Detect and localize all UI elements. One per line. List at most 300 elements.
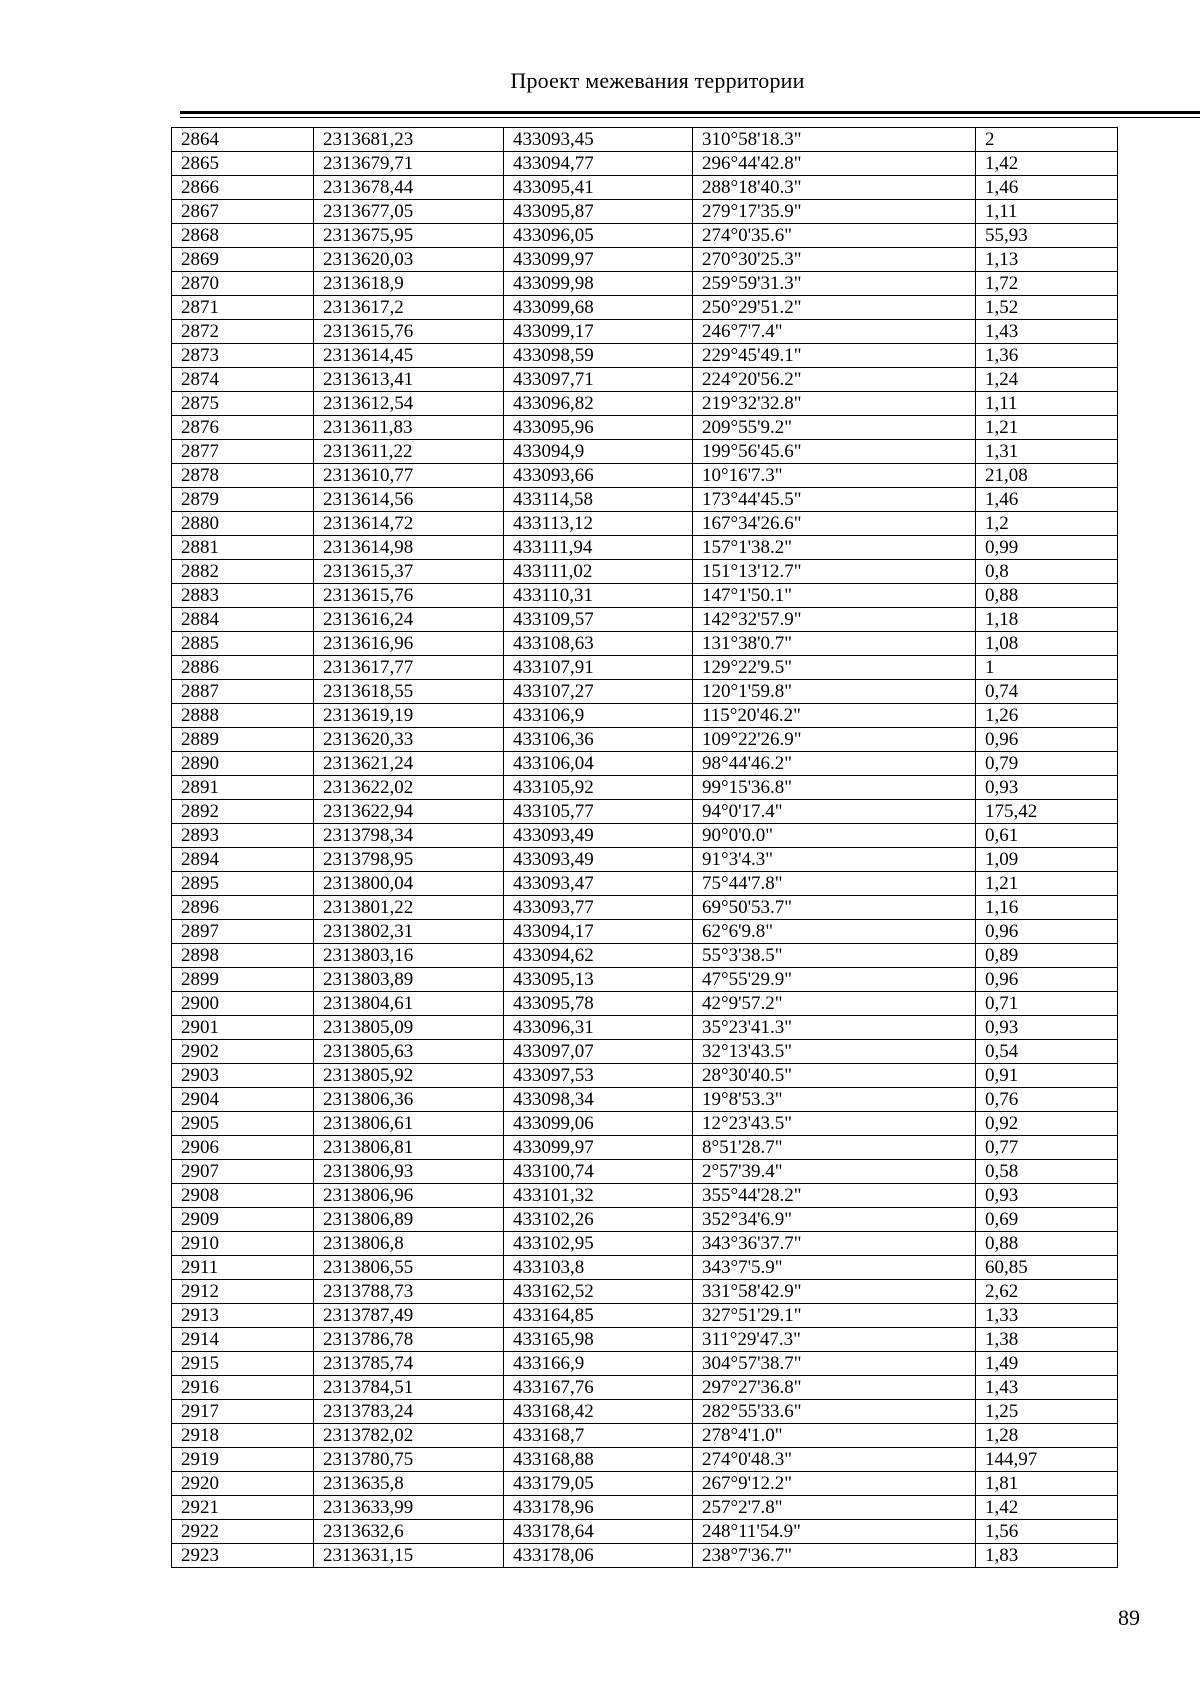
point-number-cell: 2921 (172, 1496, 314, 1520)
point-number-cell: 2917 (172, 1400, 314, 1424)
direction-angle-cell: 142°32'57.9" (693, 608, 976, 632)
point-number-cell: 2892 (172, 800, 314, 824)
distance-cell: 0,91 (976, 1064, 1118, 1088)
table-row (172, 920, 1118, 944)
point-number-cell: 2908 (172, 1184, 314, 1208)
point-number-cell: 2900 (172, 992, 314, 1016)
distance-cell: 1,31 (976, 440, 1118, 464)
point-number-cell: 2902 (172, 1040, 314, 1064)
x-coordinate-cell: 2313806,36 (314, 1088, 504, 1112)
y-coordinate-cell: 433178,64 (504, 1520, 693, 1544)
x-coordinate-cell: 2313614,56 (314, 488, 504, 512)
direction-angle-cell: 229°45'49.1" (693, 344, 976, 368)
y-coordinate-cell: 433097,53 (504, 1064, 693, 1088)
distance-cell: 0,96 (976, 728, 1118, 752)
x-coordinate-cell: 2313800,04 (314, 872, 504, 896)
y-coordinate-cell: 433102,26 (504, 1208, 693, 1232)
direction-angle-cell: 19°8'53.3" (693, 1088, 976, 1112)
x-coordinate-cell: 2313617,2 (314, 296, 504, 320)
direction-angle-cell: 274°0'35.6" (693, 224, 976, 248)
x-coordinate-cell: 2313615,37 (314, 560, 504, 584)
y-coordinate-cell: 433096,31 (504, 1016, 693, 1040)
direction-angle-cell: 199°56'45.6" (693, 440, 976, 464)
y-coordinate-cell: 433109,57 (504, 608, 693, 632)
x-coordinate-cell: 2313801,22 (314, 896, 504, 920)
distance-cell: 1,42 (976, 1496, 1118, 1520)
distance-cell: 0,69 (976, 1208, 1118, 1232)
point-number-cell: 2916 (172, 1376, 314, 1400)
y-coordinate-cell: 433093,47 (504, 872, 693, 896)
table-row (172, 368, 1118, 392)
point-number-cell: 2871 (172, 296, 314, 320)
y-coordinate-cell: 433102,95 (504, 1232, 693, 1256)
y-coordinate-cell: 433094,17 (504, 920, 693, 944)
coordinates-table (171, 127, 1118, 1568)
direction-angle-cell: 270°30'25.3" (693, 248, 976, 272)
distance-cell: 0,8 (976, 560, 1118, 584)
direction-angle-cell: 310°58'18.3" (693, 128, 976, 152)
y-coordinate-cell: 433099,97 (504, 1136, 693, 1160)
point-number-cell: 2905 (172, 1112, 314, 1136)
distance-cell: 1,11 (976, 200, 1118, 224)
x-coordinate-cell: 2313616,24 (314, 608, 504, 632)
table-row (172, 320, 1118, 344)
point-number-cell: 2867 (172, 200, 314, 224)
distance-cell: 1,18 (976, 608, 1118, 632)
distance-cell: 1,09 (976, 848, 1118, 872)
y-coordinate-cell: 433099,17 (504, 320, 693, 344)
point-number-cell: 2909 (172, 1208, 314, 1232)
y-coordinate-cell: 433097,07 (504, 1040, 693, 1064)
table-row (172, 296, 1118, 320)
x-coordinate-cell: 2313620,33 (314, 728, 504, 752)
direction-angle-cell: 279°17'35.9" (693, 200, 976, 224)
y-coordinate-cell: 433094,77 (504, 152, 693, 176)
x-coordinate-cell: 2313633,99 (314, 1496, 504, 1520)
x-coordinate-cell: 2313620,03 (314, 248, 504, 272)
point-number-cell: 2923 (172, 1544, 314, 1568)
distance-cell: 1,16 (976, 896, 1118, 920)
x-coordinate-cell: 2313805,63 (314, 1040, 504, 1064)
direction-angle-cell: 10°16'7.3" (693, 464, 976, 488)
point-number-cell: 2894 (172, 848, 314, 872)
y-coordinate-cell: 433093,77 (504, 896, 693, 920)
point-number-cell: 2920 (172, 1472, 314, 1496)
y-coordinate-cell: 433093,66 (504, 464, 693, 488)
x-coordinate-cell: 2313622,94 (314, 800, 504, 824)
table-row (172, 872, 1118, 896)
direction-angle-cell: 91°3'4.3" (693, 848, 976, 872)
x-coordinate-cell: 2313635,8 (314, 1472, 504, 1496)
distance-cell: 1,24 (976, 368, 1118, 392)
x-coordinate-cell: 2313679,71 (314, 152, 504, 176)
distance-cell: 0,71 (976, 992, 1118, 1016)
table-row (172, 176, 1118, 200)
table-row (172, 488, 1118, 512)
x-coordinate-cell: 2313621,24 (314, 752, 504, 776)
y-coordinate-cell: 433110,31 (504, 584, 693, 608)
distance-cell: 1,42 (976, 152, 1118, 176)
point-number-cell: 2874 (172, 368, 314, 392)
y-coordinate-cell: 433095,41 (504, 176, 693, 200)
table-row (172, 728, 1118, 752)
table-row (172, 1496, 1118, 1520)
x-coordinate-cell: 2313622,02 (314, 776, 504, 800)
y-coordinate-cell: 433096,82 (504, 392, 693, 416)
distance-cell: 1,21 (976, 416, 1118, 440)
distance-cell: 1,2 (976, 512, 1118, 536)
x-coordinate-cell: 2313787,49 (314, 1304, 504, 1328)
y-coordinate-cell: 433103,8 (504, 1256, 693, 1280)
table-row (172, 1352, 1118, 1376)
table-row (172, 272, 1118, 296)
point-number-cell: 2918 (172, 1424, 314, 1448)
point-number-cell: 2898 (172, 944, 314, 968)
table-row (172, 1400, 1118, 1424)
x-coordinate-cell: 2313786,78 (314, 1328, 504, 1352)
table-row (172, 896, 1118, 920)
distance-cell: 0,88 (976, 584, 1118, 608)
table-row (172, 512, 1118, 536)
distance-cell: 1,43 (976, 1376, 1118, 1400)
direction-angle-cell: 99°15'36.8" (693, 776, 976, 800)
y-coordinate-cell: 433099,97 (504, 248, 693, 272)
distance-cell: 1,28 (976, 1424, 1118, 1448)
direction-angle-cell: 151°13'12.7" (693, 560, 976, 584)
direction-angle-cell: 355°44'28.2" (693, 1184, 976, 1208)
direction-angle-cell: 35°23'41.3" (693, 1016, 976, 1040)
direction-angle-cell: 173°44'45.5" (693, 488, 976, 512)
direction-angle-cell: 8°51'28.7" (693, 1136, 976, 1160)
direction-angle-cell: 343°7'5.9" (693, 1256, 976, 1280)
x-coordinate-cell: 2313804,61 (314, 992, 504, 1016)
distance-cell: 0,54 (976, 1040, 1118, 1064)
point-number-cell: 2888 (172, 704, 314, 728)
table-row (172, 1016, 1118, 1040)
x-coordinate-cell: 2313806,8 (314, 1232, 504, 1256)
direction-angle-cell: 219°32'32.8" (693, 392, 976, 416)
table-row (172, 1280, 1118, 1304)
point-number-cell: 2865 (172, 152, 314, 176)
point-number-cell: 2912 (172, 1280, 314, 1304)
table-row (172, 1040, 1118, 1064)
y-coordinate-cell: 433111,94 (504, 536, 693, 560)
point-number-cell: 2890 (172, 752, 314, 776)
table-row (172, 536, 1118, 560)
table-row (172, 992, 1118, 1016)
point-number-cell: 2899 (172, 968, 314, 992)
distance-cell: 1,46 (976, 488, 1118, 512)
direction-angle-cell: 47°55'29.9" (693, 968, 976, 992)
direction-angle-cell: 167°34'26.6" (693, 512, 976, 536)
y-coordinate-cell: 433095,78 (504, 992, 693, 1016)
x-coordinate-cell: 2313631,15 (314, 1544, 504, 1568)
table-row (172, 248, 1118, 272)
y-coordinate-cell: 433113,12 (504, 512, 693, 536)
x-coordinate-cell: 2313780,75 (314, 1448, 504, 1472)
direction-angle-cell: 62°6'9.8" (693, 920, 976, 944)
table-row (172, 584, 1118, 608)
direction-angle-cell: 147°1'50.1" (693, 584, 976, 608)
y-coordinate-cell: 433095,96 (504, 416, 693, 440)
direction-angle-cell: 297°27'36.8" (693, 1376, 976, 1400)
y-coordinate-cell: 433114,58 (504, 488, 693, 512)
table-row (172, 440, 1118, 464)
x-coordinate-cell: 2313632,6 (314, 1520, 504, 1544)
table-row (172, 1376, 1118, 1400)
distance-cell: 55,93 (976, 224, 1118, 248)
table-row (172, 704, 1118, 728)
direction-angle-cell: 90°0'0.0" (693, 824, 976, 848)
distance-cell: 0,93 (976, 1016, 1118, 1040)
x-coordinate-cell: 2313618,55 (314, 680, 504, 704)
distance-cell: 0,96 (976, 920, 1118, 944)
y-coordinate-cell: 433165,98 (504, 1328, 693, 1352)
distance-cell: 1,49 (976, 1352, 1118, 1376)
table-row (172, 416, 1118, 440)
distance-cell: 1,83 (976, 1544, 1118, 1568)
distance-cell: 1,25 (976, 1400, 1118, 1424)
table-row (172, 1184, 1118, 1208)
point-number-cell: 2896 (172, 896, 314, 920)
point-number-cell: 2877 (172, 440, 314, 464)
x-coordinate-cell: 2313798,95 (314, 848, 504, 872)
x-coordinate-cell: 2313681,23 (314, 128, 504, 152)
x-coordinate-cell: 2313619,19 (314, 704, 504, 728)
x-coordinate-cell: 2313612,54 (314, 392, 504, 416)
table-row (172, 1112, 1118, 1136)
page-number: 89 (1118, 1605, 1140, 1630)
direction-angle-cell: 343°36'37.7" (693, 1232, 976, 1256)
x-coordinate-cell: 2313677,05 (314, 200, 504, 224)
table-row (172, 1328, 1118, 1352)
distance-cell: 60,85 (976, 1256, 1118, 1280)
direction-angle-cell: 282°55'33.6" (693, 1400, 976, 1424)
point-number-cell: 2880 (172, 512, 314, 536)
distance-cell: 1,33 (976, 1304, 1118, 1328)
x-coordinate-cell: 2313805,92 (314, 1064, 504, 1088)
y-coordinate-cell: 433107,91 (504, 656, 693, 680)
y-coordinate-cell: 433179,05 (504, 1472, 693, 1496)
x-coordinate-cell: 2313806,55 (314, 1256, 504, 1280)
direction-angle-cell: 115°20'46.2" (693, 704, 976, 728)
table-row (172, 752, 1118, 776)
point-number-cell: 2911 (172, 1256, 314, 1280)
point-number-cell: 2875 (172, 392, 314, 416)
table-row (172, 152, 1118, 176)
distance-cell: 1,26 (976, 704, 1118, 728)
y-coordinate-cell: 433106,9 (504, 704, 693, 728)
point-number-cell: 2919 (172, 1448, 314, 1472)
point-number-cell: 2882 (172, 560, 314, 584)
distance-cell: 0,99 (976, 536, 1118, 560)
distance-cell: 1,72 (976, 272, 1118, 296)
y-coordinate-cell: 433095,13 (504, 968, 693, 992)
point-number-cell: 2872 (172, 320, 314, 344)
point-number-cell: 2879 (172, 488, 314, 512)
y-coordinate-cell: 433106,36 (504, 728, 693, 752)
y-coordinate-cell: 433098,59 (504, 344, 693, 368)
x-coordinate-cell: 2313611,83 (314, 416, 504, 440)
y-coordinate-cell: 433093,49 (504, 824, 693, 848)
x-coordinate-cell: 2313798,34 (314, 824, 504, 848)
distance-cell: 1,21 (976, 872, 1118, 896)
distance-cell: 1,38 (976, 1328, 1118, 1352)
distance-cell: 0,92 (976, 1112, 1118, 1136)
x-coordinate-cell: 2313614,98 (314, 536, 504, 560)
y-coordinate-cell: 433166,9 (504, 1352, 693, 1376)
x-coordinate-cell: 2313618,9 (314, 272, 504, 296)
table-row (172, 1424, 1118, 1448)
direction-angle-cell: 257°2'7.8" (693, 1496, 976, 1520)
header-rule-thin (180, 117, 1200, 118)
x-coordinate-cell: 2313788,73 (314, 1280, 504, 1304)
x-coordinate-cell: 2313806,89 (314, 1208, 504, 1232)
table-row (172, 656, 1118, 680)
distance-cell: 21,08 (976, 464, 1118, 488)
point-number-cell: 2910 (172, 1232, 314, 1256)
point-number-cell: 2893 (172, 824, 314, 848)
direction-angle-cell: 327°51'29.1" (693, 1304, 976, 1328)
point-number-cell: 2886 (172, 656, 314, 680)
distance-cell: 1,36 (976, 344, 1118, 368)
point-number-cell: 2864 (172, 128, 314, 152)
table-row (172, 1088, 1118, 1112)
x-coordinate-cell: 2313803,16 (314, 944, 504, 968)
coordinates-table-body (172, 128, 1118, 1568)
direction-angle-cell: 352°34'6.9" (693, 1208, 976, 1232)
distance-cell: 0,76 (976, 1088, 1118, 1112)
x-coordinate-cell: 2313615,76 (314, 584, 504, 608)
point-number-cell: 2897 (172, 920, 314, 944)
direction-angle-cell: 32°13'43.5" (693, 1040, 976, 1064)
distance-cell: 1,13 (976, 248, 1118, 272)
table-row (172, 200, 1118, 224)
y-coordinate-cell: 433168,42 (504, 1400, 693, 1424)
table-row (172, 1232, 1118, 1256)
table-row (172, 776, 1118, 800)
distance-cell: 0,58 (976, 1160, 1118, 1184)
point-number-cell: 2866 (172, 176, 314, 200)
x-coordinate-cell: 2313806,81 (314, 1136, 504, 1160)
direction-angle-cell: 311°29'47.3" (693, 1328, 976, 1352)
direction-angle-cell: 224°20'56.2" (693, 368, 976, 392)
point-number-cell: 2906 (172, 1136, 314, 1160)
y-coordinate-cell: 433107,27 (504, 680, 693, 704)
direction-angle-cell: 296°44'42.8" (693, 152, 976, 176)
table-row (172, 968, 1118, 992)
direction-angle-cell: 98°44'46.2" (693, 752, 976, 776)
y-coordinate-cell: 433164,85 (504, 1304, 693, 1328)
direction-angle-cell: 131°38'0.7" (693, 632, 976, 656)
direction-angle-cell: 246°7'7.4" (693, 320, 976, 344)
table-row (172, 1136, 1118, 1160)
direction-angle-cell: 28°30'40.5" (693, 1064, 976, 1088)
point-number-cell: 2907 (172, 1160, 314, 1184)
x-coordinate-cell: 2313805,09 (314, 1016, 504, 1040)
direction-angle-cell: 278°4'1.0" (693, 1424, 976, 1448)
point-number-cell: 2901 (172, 1016, 314, 1040)
distance-cell: 2 (976, 128, 1118, 152)
distance-cell: 1,11 (976, 392, 1118, 416)
x-coordinate-cell: 2313610,77 (314, 464, 504, 488)
x-coordinate-cell: 2313616,96 (314, 632, 504, 656)
direction-angle-cell: 129°22'9.5" (693, 656, 976, 680)
table-row (172, 848, 1118, 872)
y-coordinate-cell: 433108,63 (504, 632, 693, 656)
point-number-cell: 2869 (172, 248, 314, 272)
table-row (172, 1448, 1118, 1472)
x-coordinate-cell: 2313675,95 (314, 224, 504, 248)
distance-cell: 144,97 (976, 1448, 1118, 1472)
point-number-cell: 2904 (172, 1088, 314, 1112)
distance-cell: 1,52 (976, 296, 1118, 320)
y-coordinate-cell: 433178,06 (504, 1544, 693, 1568)
point-number-cell: 2913 (172, 1304, 314, 1328)
table-row (172, 1544, 1118, 1568)
y-coordinate-cell: 433097,71 (504, 368, 693, 392)
distance-cell: 0,93 (976, 1184, 1118, 1208)
point-number-cell: 2881 (172, 536, 314, 560)
page-title: Проект межевания территории (510, 68, 805, 93)
table-row (172, 344, 1118, 368)
point-number-cell: 2922 (172, 1520, 314, 1544)
table-row (172, 560, 1118, 584)
x-coordinate-cell: 2313802,31 (314, 920, 504, 944)
direction-angle-cell: 238°7'36.7" (693, 1544, 976, 1568)
direction-angle-cell: 12°23'43.5" (693, 1112, 976, 1136)
point-number-cell: 2915 (172, 1352, 314, 1376)
y-coordinate-cell: 433093,49 (504, 848, 693, 872)
distance-cell: 0,61 (976, 824, 1118, 848)
distance-cell: 0,96 (976, 968, 1118, 992)
table-row (172, 824, 1118, 848)
table-row (172, 1304, 1118, 1328)
point-number-cell: 2876 (172, 416, 314, 440)
y-coordinate-cell: 433178,96 (504, 1496, 693, 1520)
table-row (172, 392, 1118, 416)
direction-angle-cell: 248°11'54.9" (693, 1520, 976, 1544)
point-number-cell: 2903 (172, 1064, 314, 1088)
direction-angle-cell: 209°55'9.2" (693, 416, 976, 440)
table-row (172, 608, 1118, 632)
y-coordinate-cell: 433168,7 (504, 1424, 693, 1448)
direction-angle-cell: 259°59'31.3" (693, 272, 976, 296)
x-coordinate-cell: 2313678,44 (314, 176, 504, 200)
distance-cell: 2,62 (976, 1280, 1118, 1304)
y-coordinate-cell: 433106,04 (504, 752, 693, 776)
y-coordinate-cell: 433101,32 (504, 1184, 693, 1208)
direction-angle-cell: 267°9'12.2" (693, 1472, 976, 1496)
point-number-cell: 2891 (172, 776, 314, 800)
x-coordinate-cell: 2313614,45 (314, 344, 504, 368)
point-number-cell: 2887 (172, 680, 314, 704)
point-number-cell: 2885 (172, 632, 314, 656)
distance-cell: 0,88 (976, 1232, 1118, 1256)
x-coordinate-cell: 2313785,74 (314, 1352, 504, 1376)
direction-angle-cell: 304°57'38.7" (693, 1352, 976, 1376)
point-number-cell: 2870 (172, 272, 314, 296)
distance-cell: 0,89 (976, 944, 1118, 968)
header-rule-thick (180, 111, 1200, 114)
table-row (172, 632, 1118, 656)
table-row (172, 1256, 1118, 1280)
point-number-cell: 2873 (172, 344, 314, 368)
distance-cell: 1,56 (976, 1520, 1118, 1544)
y-coordinate-cell: 433099,98 (504, 272, 693, 296)
table-row (172, 1520, 1118, 1544)
y-coordinate-cell: 433094,9 (504, 440, 693, 464)
